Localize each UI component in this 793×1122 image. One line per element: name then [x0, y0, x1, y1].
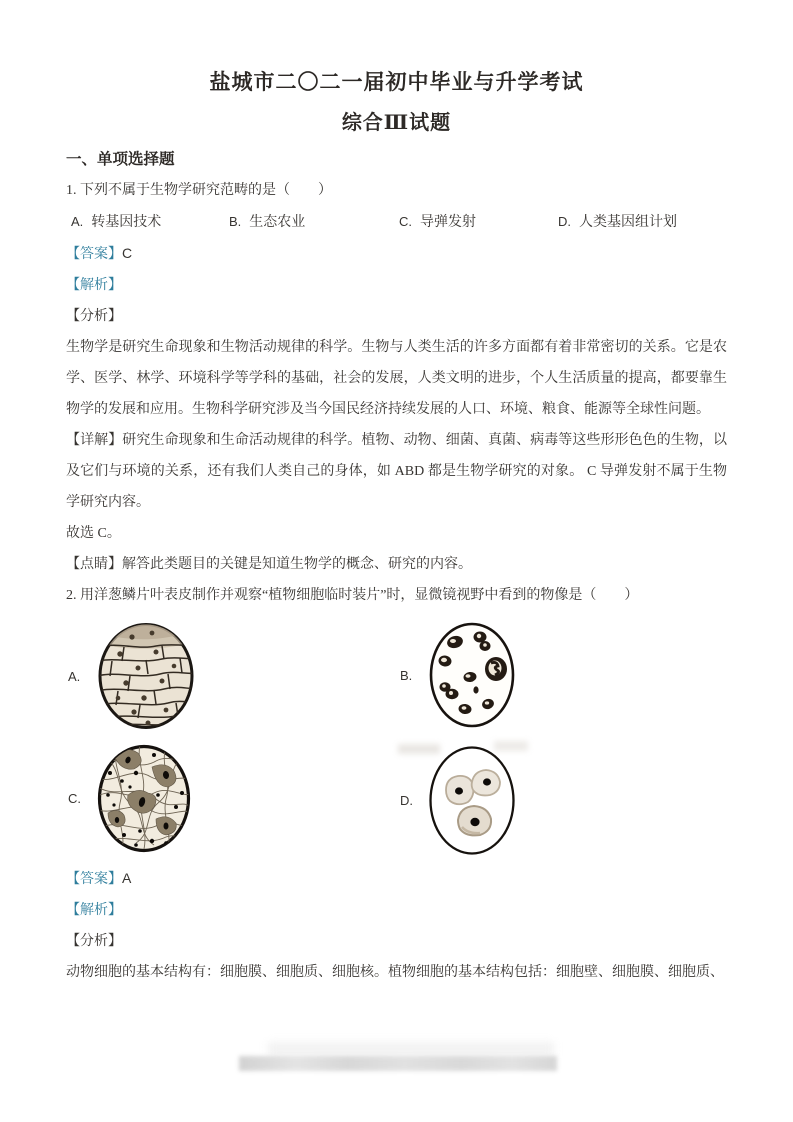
- q2-option-d: [400, 745, 516, 856]
- q1-detail-text: 研究生命现象和生命活动规律的科学。植物、动物、细菌、真菌、病毒等这些形形色色的生物，以及它们与环境的关系，还有我们人类自己的身体，如 ABD 都是生物学研究的对象。 C 导弹发射不属于生物学研究内容。: [66, 433, 728, 510]
- q1-tip-paragraph: [66, 549, 727, 580]
- q2-option-b-label: B.: [400, 667, 413, 683]
- q1-overview-paragraph: 生物学是研究生命现象和生物活动规律的科学。生物与人类生活的许多方面都有着非常密切的关系。它是农学、医学、林学、环境科学等学科的基础，社会的发展，人类文明的进步，个人生活质量的提高，都要靠生物学的发展和应用。生物科学研究涉及当今国民经济持续发展的人口、环境、粮食、能源等全球性问题。: [66, 340, 727, 417]
- q1-overview-tag-line: [66, 301, 727, 332]
- q1-tip-tag: 【点睛】: [66, 557, 122, 572]
- scan-artifact-smudge: [398, 744, 440, 754]
- q1-conclusion-line: 故选 C。: [66, 526, 121, 541]
- q1-options-row: [66, 206, 727, 238]
- animal-cells-micrograph-icon: [428, 745, 516, 856]
- scan-artifact-halo: [268, 1042, 554, 1056]
- q1-answer-line: [66, 238, 727, 270]
- q2-option-c: [68, 743, 192, 854]
- q1-stem: 1. 下列不属于生物学研究范畴的是（ ）: [66, 183, 332, 198]
- q1-option-b-label: B.: [229, 214, 242, 229]
- q1-option-a-text: 转基因技术: [91, 215, 162, 230]
- q2-overview-tag-line: [66, 926, 727, 957]
- q2-answer-value: A: [122, 870, 132, 886]
- q1-option-b: [229, 206, 399, 238]
- document-subtitle: 综合Ⅲ试题: [341, 112, 452, 134]
- q2-overview-tag: 【分析】: [66, 934, 122, 949]
- onion-epidermis-micrograph-icon: [96, 621, 196, 731]
- q2-option-b: [400, 621, 516, 729]
- nerve-tissue-micrograph-icon: [96, 743, 192, 854]
- q1-option-c-label: C.: [399, 214, 412, 229]
- q1-answer-tag: 【答案】: [66, 247, 122, 262]
- document-title: 盐城市二〇二一届初中毕业与升学考试: [209, 70, 584, 94]
- q1-explanation-tag-line: [66, 270, 727, 301]
- q1-detail-tag: 【详解】: [66, 433, 123, 448]
- q2-stem: 2. 用洋葱鳞片叶表皮制作并观察“植物细胞临时装片”时，显微镜视野中看到的物像是（ ）: [66, 588, 639, 603]
- q1-answer-value: C: [122, 245, 133, 261]
- q2-answer-tag: 【答案】: [66, 872, 122, 887]
- q1-option-a: [66, 206, 229, 238]
- q1-option-a-label: A.: [71, 214, 84, 229]
- q2-explanation-tag-line: [66, 895, 727, 926]
- q2-answer-line: [66, 863, 727, 895]
- q1-explanation-tag: 【解析】: [66, 278, 122, 293]
- q1-option-c-text: 导弹发射: [420, 215, 476, 230]
- q1-option-b-text: 生态农业: [249, 215, 306, 230]
- q2-overview-paragraph: 动物细胞的基本结构有：细胞膜、细胞质、细胞核。植物细胞的基本结构包括：细胞壁、细胞膜、细胞质、: [66, 965, 724, 980]
- q2-explanation-tag: 【解析】: [66, 903, 122, 918]
- q1-option-c: [399, 206, 558, 238]
- scan-artifact-bar: [239, 1056, 557, 1071]
- q2-figure-grid: [66, 611, 727, 863]
- scan-artifact-smudge: [494, 741, 528, 751]
- q2-option-a-label: A.: [68, 668, 81, 684]
- stained-cells-micrograph-icon: [428, 621, 516, 729]
- q2-option-a: [68, 621, 196, 731]
- section-heading: 一、单项选择题: [66, 151, 175, 168]
- q2-option-c-label: C.: [68, 791, 81, 806]
- q1-tip-text: 解答此类题目的关键是知道生物学的概念、研究的内容。: [122, 557, 472, 572]
- q2-option-d-label: D.: [400, 793, 413, 808]
- q1-option-d-text: 人类基因组计划: [579, 215, 677, 230]
- q1-option-d: [558, 206, 727, 238]
- q1-overview-tag: 【分析】: [66, 309, 122, 324]
- q1-option-d-label: D.: [558, 214, 571, 229]
- q1-detail-paragraph: [66, 425, 727, 518]
